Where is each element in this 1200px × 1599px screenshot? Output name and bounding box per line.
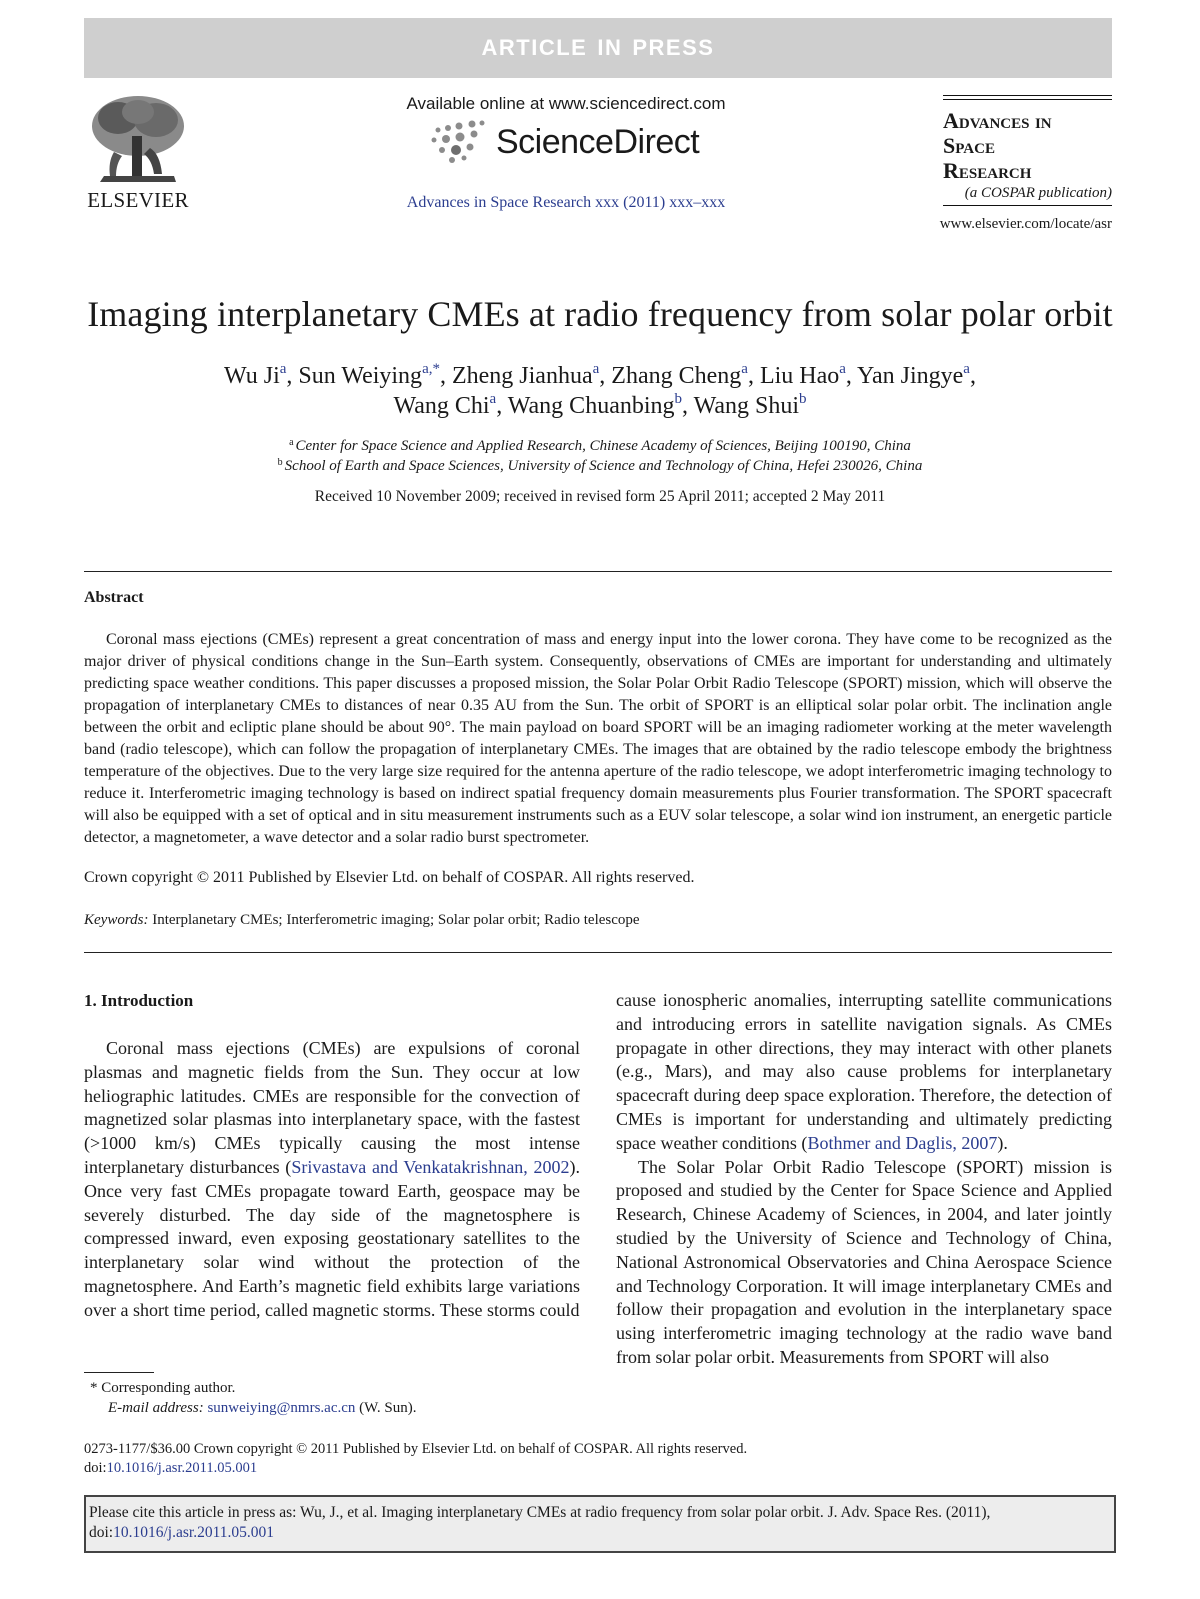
banner-word-press: PRESS — [632, 35, 715, 60]
reference-link[interactable]: Bothmer and Daglis, 2007 — [807, 1132, 998, 1153]
author-affil-mark[interactable]: b — [799, 391, 807, 407]
divider-top — [84, 571, 1112, 572]
author-affil-mark[interactable]: a — [839, 361, 846, 377]
text-run: ). Once very fast CMEs propagate toward Earth, geospace may be severely disturbed. The day side of the magnetosphere is compressed inward, even exposing geostationary satellites to the interplanetary solar wind without the protection of the magnetosphere. And Earth’s magnetic field exhibits large variations over a short time period, called magnetic storms. These storms could — [84, 1156, 580, 1320]
citation-doi-line — [89, 1523, 1111, 1543]
journal-logo-box — [943, 95, 1112, 206]
elsevier-wordmark: ELSEVIER — [87, 188, 189, 212]
text-run: Coronal mass ejections (CMEs) are expulsions of coronal plasmas and magnetic fields from the Sun. They occur at low heliographic latitudes. CMEs are responsible for the convection of magnetized solar plasmas into interplanetary space, with the fastest (>1000 km/s) CMEs typically causing the most intense interplanetary disturbances ( — [84, 1038, 580, 1177]
journal-box-top-rule-2 — [943, 99, 1112, 100]
keywords-label: Keywords: — [84, 912, 149, 928]
footnote-email-line — [90, 1398, 417, 1418]
author: Yan Jingye — [857, 363, 964, 389]
doi-label: doi: — [89, 1524, 114, 1541]
elsevier-tree-icon — [84, 92, 192, 190]
issn-copyright — [84, 1440, 747, 1478]
doi-line — [84, 1459, 747, 1478]
journal-box-line-3: Research — [943, 158, 1032, 183]
author: Zheng Jianhua — [451, 363, 593, 389]
abstract-body — [84, 629, 1112, 849]
sciencedirect-dots-icon — [428, 120, 486, 164]
article-in-press-banner — [84, 18, 1112, 78]
affiliation-b — [100, 456, 1100, 476]
author: Sun Weiying — [298, 363, 423, 389]
banner-word-article: ARTICLE — [481, 35, 588, 60]
author: Wu Ji — [224, 363, 280, 389]
issn-line: 0273-1177/$36.00 Crown copyright © 2011 Published by Elsevier Ltd. on behalf of COSPAR. All rights reserved. — [84, 1441, 748, 1457]
journal-box-subtitle: (a COSPAR publication) — [943, 183, 1112, 206]
section-heading: 1. Introduction — [84, 991, 194, 1010]
journal-box-line-1: Advances in — [943, 108, 1052, 133]
journal-box-top-rule — [943, 95, 1112, 96]
author-affil-mark[interactable]: b — [674, 391, 683, 407]
right-column — [616, 989, 1112, 1370]
author-affil-mark[interactable]: a — [279, 361, 287, 377]
affiliation-text: School of Earth and Space Sciences, University of Science and Technology of China, Hefei 230026, China — [284, 458, 923, 474]
email-suffix: (W. Sun). — [355, 1400, 417, 1416]
citation-text: Please cite this article in press as: Wu, J., et al. Imaging interplanetary CMEs at radio frequency from solar polar orbit. J. Adv. Space Res. (2011), — [89, 1504, 991, 1521]
divider-bottom — [84, 952, 1112, 953]
author: Wang Chuanbing — [507, 393, 675, 419]
left-paragraph — [84, 1037, 580, 1323]
journal-box-line-2: Space — [943, 133, 995, 158]
email-label: E-mail address: — [108, 1400, 204, 1416]
sciencedirect-wordmark: ScienceDirect — [496, 122, 700, 161]
abstract-text: Coronal mass ejections (CMEs) represent a great concentration of mass and energy input into the lower corona. They have come to be recognized as the major driver of physical conditions change in the Sun–Earth system. Consequently, observations of CMEs are important for understanding and ultimately predicting space weather conditions. This paper discusses a proposed mission, the Solar Polar Orbit Radio Telescope (SPORT) mission, which will observe the propagation of interplanetary CMEs to distances of near 0.35 AU from the Sun. The orbit of SPORT is an elliptical solar polar orbit. The inclination angle between the orbit and ecliptic plane should be about 90°. The main payload on board SPORT will be an imaging radiometer working at the meter wavelength band (radio telescope), which can follow the propagation of interplanetary CMEs. The images that are obtained by the radio telescope embody the brightness temperature of the objectives. Due to the very large size required for the antenna aperture of the radio telescope, we adopt interferometric imaging technology to reduce it. Interferometric imaging technology is based on indirect spatial frequency domain measurements plus Fourier transformation. The SPORT spacecraft will also be equipped with a set of optical and in situ measurement instruments such as a EUV solar telescope, a solar wind ion instrument, an energetic particle detector, a magnetometer, a wave detector and a solar radio burst spectrometer. — [84, 631, 1112, 846]
author: Wang Shui — [693, 393, 799, 419]
affiliation-text: Center for Space Science and Applied Research, Chinese Academy of Sciences, Beijing 100190, China — [295, 438, 911, 454]
available-online-text: Available online at www.sciencedirect.com — [406, 94, 726, 113]
footnote — [90, 1378, 417, 1418]
reference-link[interactable]: Srivastava and Venkatakrishnan, 2002 — [291, 1156, 570, 1177]
journal-citation-line[interactable]: Advances in Space Research xxx (2011) xxx–xxx — [406, 194, 726, 211]
footnote-rule — [84, 1372, 154, 1373]
doi-link[interactable]: 10.1016/j.asr.2011.05.001 — [106, 1460, 258, 1476]
right-paragraph-1 — [616, 989, 1112, 1156]
received-dates: Received 10 November 2009; received in revised form 25 April 2011; accepted 2 May 2011 — [314, 488, 886, 505]
keywords-text: Interplanetary CMEs; Interferometric imaging; Solar polar orbit; Radio telescope — [152, 912, 640, 928]
affiliations — [100, 436, 1100, 476]
paper-title: Imaging interplanetary CMEs at radio frequency from solar polar orbit — [87, 294, 1113, 334]
affiliation-mark: a — [289, 437, 294, 448]
journal-url[interactable]: www.elsevier.com/locate/asr — [939, 216, 1112, 232]
sciencedirect-logo — [428, 120, 699, 164]
citation-doi-link[interactable]: 10.1016/j.asr.2011.05.001 — [113, 1524, 275, 1541]
author-affil-mark[interactable]: a — [592, 361, 600, 377]
doi-label: doi: — [84, 1460, 107, 1476]
abstract-copyright: Crown copyright © 2011 Published by Elsevier Ltd. on behalf of COSPAR. All rights reserved. — [84, 869, 695, 886]
author: Zhang Cheng — [611, 363, 742, 389]
right-paragraph-2: The Solar Polar Orbit Radio Telescope (SPORT) mission is proposed and studied by the Center for Space Science and Applied Research, Chinese Academy of Sciences, in 2004, and later jointly studied by the University of Science and Technology of China, National Astronomical Observatories and China Aerospace Science and Technology Corporation. It will image interplanetary CMEs and follow their propagation and evolution in the interplanetary space using interferometric imaging technology at the radio wave band from solar polar orbit. Measurements from SPORT will also — [616, 1156, 1112, 1367]
affiliation-a — [100, 436, 1100, 456]
abstract-heading: Abstract — [84, 589, 144, 606]
journal-box-title — [943, 108, 1112, 183]
author: Wang Chi — [393, 393, 490, 419]
author-affil-mark[interactable]: a,* — [422, 361, 440, 377]
text-run: cause ionospheric anomalies, interrupting satellite communications and introducing errors in satellite navigation signals. As CMEs propagate in other directions, they may interact with other planets (e.g., Mars), and may also cause problems for interplanetary spacecraft during deep space exploration. Therefore, the detection of CMEs is important for understanding and ultimately predicting space weather conditions ( — [616, 990, 1112, 1153]
text-run: ). — [997, 1132, 1008, 1153]
author-affil-mark[interactable]: a — [963, 361, 970, 377]
email-link[interactable]: sunweiying@nmrs.ac.cn — [207, 1400, 356, 1416]
affiliation-mark: b — [277, 457, 283, 468]
author-list: Wu Ji$^a$, Sun Weiying$^{a,*}$, Zheng Jianhua$^a$, Zhang Cheng$^a$, Liu Hao$^a$, Yan Jingye$^a$, Wang Chi$^a$, Wang Chuanbing$^b$, Wang Shui$^b$ — [224, 361, 976, 419]
banner-word-in: IN — [597, 35, 623, 60]
keywords — [84, 912, 640, 929]
author-affil-mark[interactable]: a — [741, 361, 748, 377]
left-column — [84, 1037, 580, 1323]
footnote-corresponding: * Corresponding author. — [90, 1380, 236, 1396]
citation-box — [84, 1495, 1116, 1553]
author: Liu Hao — [759, 363, 840, 389]
elsevier-logo — [82, 92, 194, 213]
author-affil-mark[interactable]: a — [489, 391, 497, 407]
